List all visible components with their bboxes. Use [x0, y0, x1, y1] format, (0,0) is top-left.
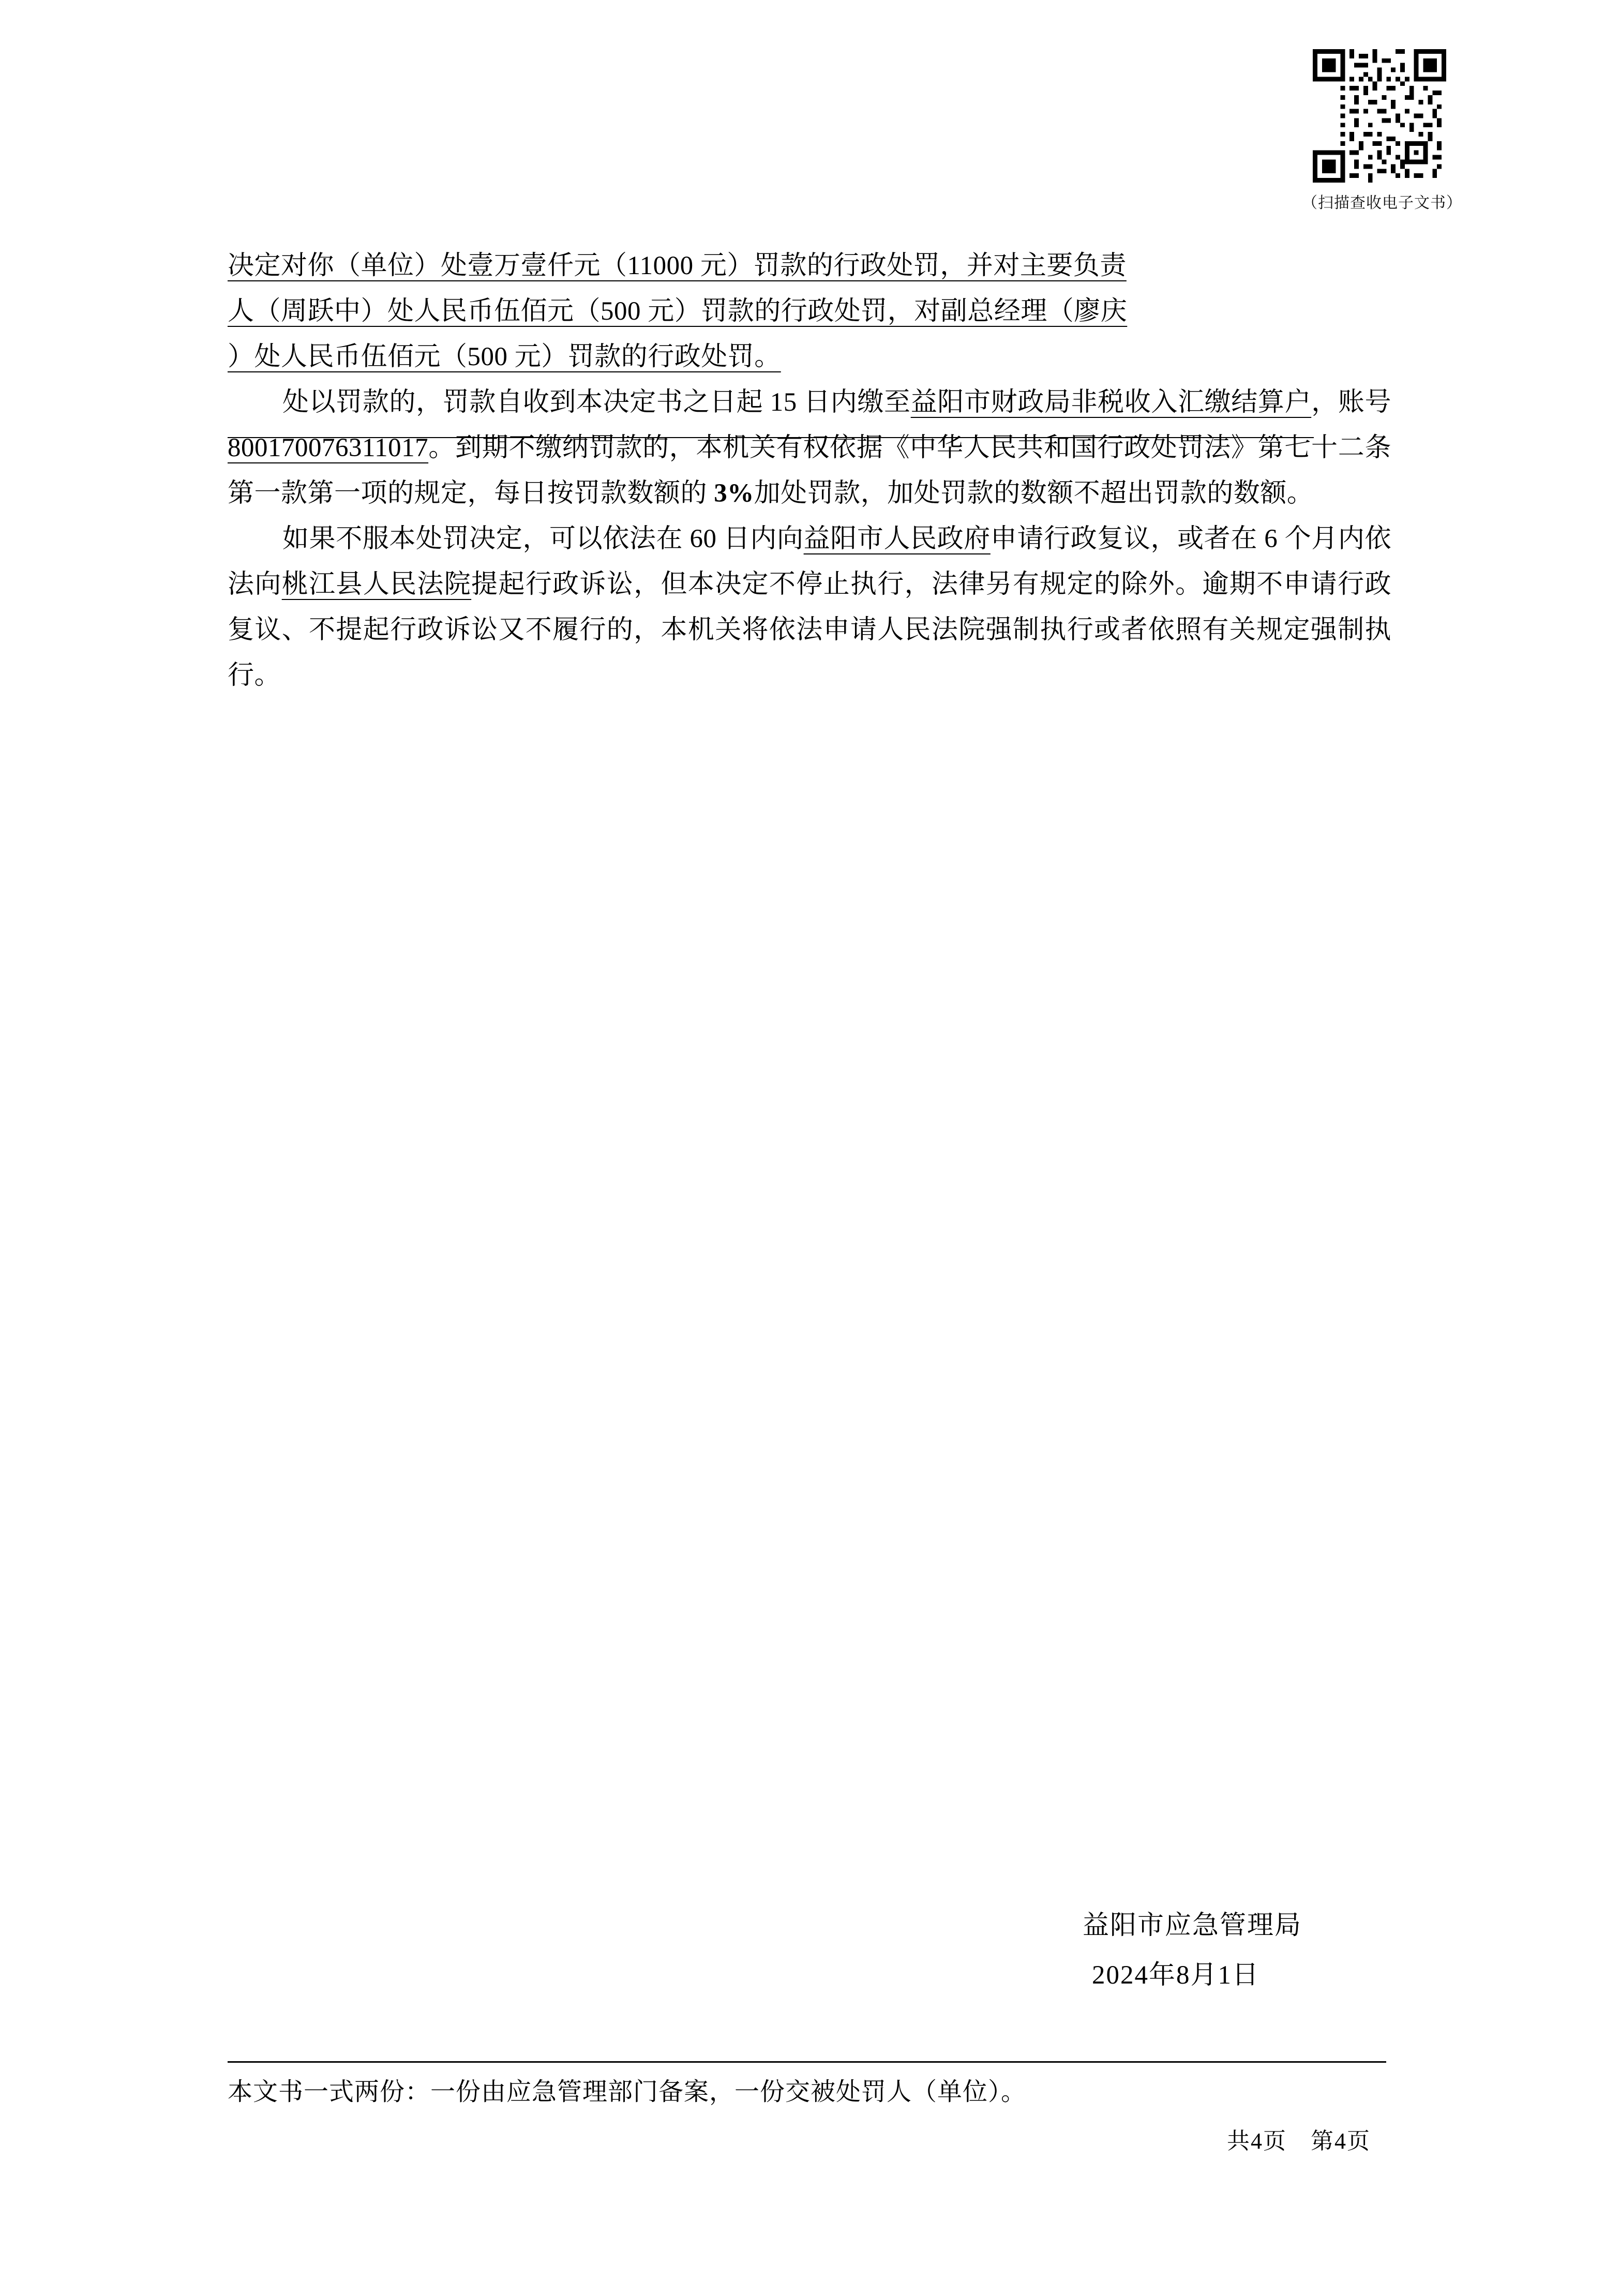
- payment-text-d: 加处罚款，加处罚款的数额不超出罚款的数额。: [754, 479, 1314, 508]
- footer-note: 本文书一式两份：一份由应急管理部门备案，一份交被处罚人（单位）。: [228, 2078, 1027, 2106]
- appeal-text-a: 如果不服本处罚决定，可以依法在 60 日内向: [282, 524, 804, 553]
- paragraph-payment: [228, 380, 1391, 516]
- penalty-line-2: 人（周跃中）处人民币伍佰元（500 元）罚款的行政处罚，对副总经理（廖庆: [228, 297, 1128, 326]
- appeal-text-b: 申请行政复议，或者在 6 个月内依法向: [228, 524, 1391, 599]
- paragraph-penalty: [228, 243, 1391, 380]
- appeal-authority: 益阳市人民政府: [803, 524, 991, 553]
- payment-text-c: 。到期不缴纳罚款的，本机关有权依据《中华人民共和国行政处罚法》第七十二条第一款第一项的规定，每日按罚款数额的: [228, 433, 1391, 508]
- document-body: [228, 243, 1391, 698]
- payment-text-b: ，账号: [1311, 388, 1391, 417]
- signature-block: [1083, 1901, 1302, 2000]
- qr-code-icon: [1313, 49, 1446, 183]
- payment-account-name: 益阳市财政局非税收入汇缴结算户: [910, 388, 1312, 417]
- appeal-text-c: 提起行政诉讼，但本决定不停止执行，法律另有规定的除外。逾期不申请行政复议、不提起行政诉讼又不履行的，本机关将依法申请人民法院强制执行或者依照有关规定强制执行。: [228, 570, 1391, 690]
- payment-text-a: 处以罚款的，罚款自收到本决定书之日起 15 日内缴至: [282, 388, 911, 417]
- qr-code-block: [1302, 49, 1462, 213]
- footer-divider: [228, 2061, 1386, 2063]
- penalty-line-1: 决定对你（单位）处壹万壹仟元（11000 元）罚款的行政处罚，并对主要负责: [228, 251, 1127, 280]
- payment-account-number: 800170076311017: [228, 433, 429, 462]
- page-number: 共4页 第4页: [1227, 2128, 1371, 2154]
- penalty-line-3: ）处人民币伍佰元（500 元）罚款的行政处罚。: [228, 342, 781, 371]
- payment-daily-rate: 3%: [714, 479, 754, 508]
- issue-date: 2024年8月1日: [1091, 1961, 1259, 1990]
- penalty-underline-rule: [228, 437, 1314, 438]
- appeal-court: 桃江县人民法院: [281, 570, 472, 599]
- paragraph-appeal: [228, 516, 1391, 698]
- qr-caption: （扫描查收电子文书）: [1302, 194, 1462, 212]
- issuing-authority: 益阳市应急管理局: [1082, 1911, 1302, 1940]
